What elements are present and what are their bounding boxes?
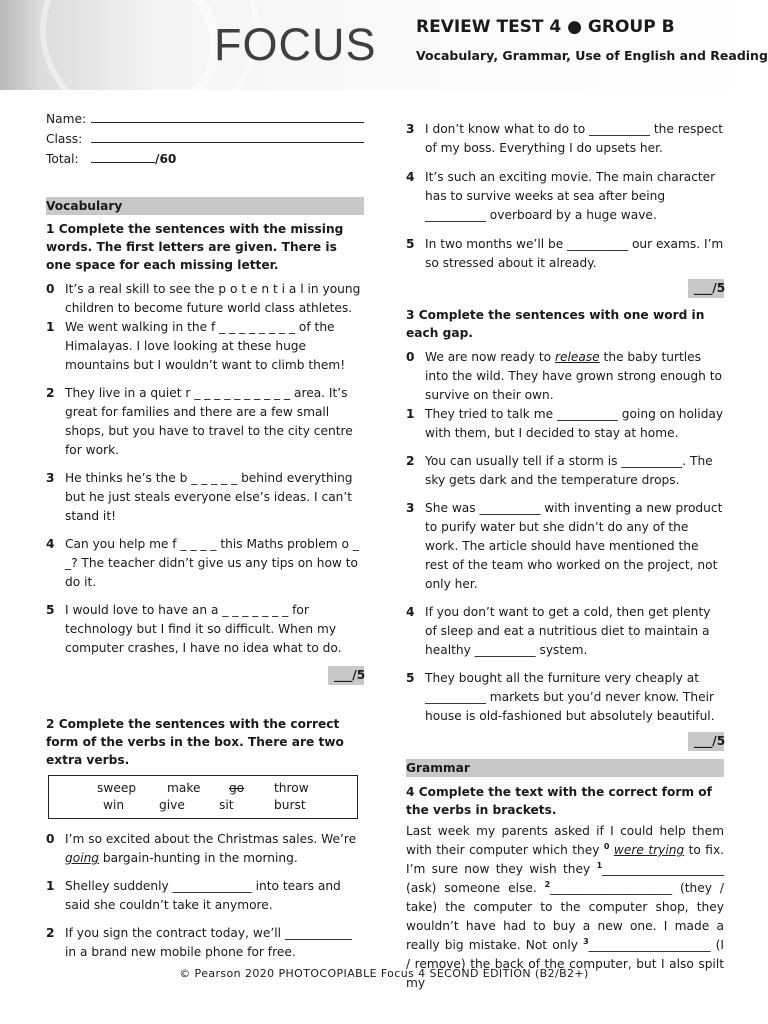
ex1-item-5: 5 I would love to have an a _ _ _ _ _ _ _ for technology but I find it so difficult. When my computer crashes, I have no idea what to do. xyxy=(46,603,342,655)
ex3-item-5: 5 They bought all the furniture very cheaply at __________ markets but you’d never know. Their house is old-fashioned but absolutely beautiful. xyxy=(406,671,715,723)
header-banner xyxy=(0,0,768,90)
ex3-item-0-text: We are now ready to release the baby turtles into the wild. They have grown strong enough to survive on their own. xyxy=(425,350,722,402)
ex2-item-3: 3 I don’t know what to do to __________ the respect of my boss. Everything I do upsets her. xyxy=(406,122,724,155)
class-field xyxy=(46,130,364,150)
left-column xyxy=(46,110,364,962)
ex2-score: ___/5 xyxy=(406,279,724,298)
ex3-item-0: 0 We are now ready to release the baby turtles into the wild. They have grown strong enough to survive on their own. xyxy=(406,348,724,405)
total-suffix: /60 xyxy=(155,152,177,166)
name-field xyxy=(46,110,364,130)
ex2-item-0-text: I’m so excited about the Christmas sales. We’re going bargain-hunting in the morning. xyxy=(65,832,357,865)
verb-word-box xyxy=(48,775,358,819)
box-word: give xyxy=(159,798,185,812)
focus-logo: FOCUS xyxy=(214,19,377,70)
ex2-item-0: 0 I’m so excited about the Christmas sales. We’re going bargain-hunting in the morning. xyxy=(46,830,364,868)
exercise-4-title: 4 Complete the text with the correct form of the verbs in brackets. xyxy=(406,785,712,817)
ex3-score: ___/5 xyxy=(406,732,724,751)
class-line[interactable] xyxy=(91,130,364,143)
ex1-item-3: 3 He thinks he’s the b _ _ _ _ _ behind everything but he just steals everyone else’s ideas. I can’t stand it! xyxy=(46,471,353,523)
total-line[interactable] xyxy=(91,150,155,163)
exercise-2-title: 2 Complete the sentences with the correct form of the verbs in the box. There are two extra verbs. xyxy=(46,717,344,767)
ex1-item-4: 4 Can you help me f _ _ _ _ this Maths problem o _ _? The teacher didn’t give us any tips on how to do it. xyxy=(46,537,359,589)
ex3-item-2: 2 You can usually tell if a storm is __________. The sky gets dark and the temperature drops. xyxy=(406,454,713,487)
ex3-item-4: 4 If you don’t want to get a cold, then get plenty of sleep and eat a nutritious diet to maintain a healthy __________ system. xyxy=(406,605,711,657)
test-subtitle: Vocabulary, Grammar, Use of English and Reading xyxy=(416,48,768,63)
ex2-item-1: 1 Shelley suddenly _____________ into tears and said she couldn’t take it anymore. xyxy=(46,879,341,912)
ex3-item-3: 3 She was __________ with inventing a new product to purify water but she didn’t do any of the work. The article should have mentioned the rest of the team who worked on the project, not only her. xyxy=(406,501,723,591)
box-word: make xyxy=(167,781,201,795)
name-line[interactable] xyxy=(91,110,364,123)
class-label: Class: xyxy=(46,132,83,146)
gap-3[interactable]: ____________________ xyxy=(588,938,711,952)
example-answer: were trying xyxy=(613,843,685,857)
box-word: throw xyxy=(274,781,309,795)
box-word: sit xyxy=(219,798,234,812)
ex1-item-2: 2 They live in a quiet r _ _ _ _ _ _ _ _ _ _ area. It’s great for families and there are a few small shops, but you have to travel to the city centre for work. xyxy=(46,386,353,457)
gap-2[interactable]: ____________________ xyxy=(550,881,673,895)
exercise-1-title: 1 Complete the sentences with the missing words. The first letters are given. There is one space for each missing letter. xyxy=(46,222,344,272)
box-word: win xyxy=(103,798,125,812)
example-answer: going xyxy=(65,851,100,865)
total-field xyxy=(46,150,364,170)
ex1-item-0: 0 It’s a real skill to see the p o t e n t i a l in young children to become future world class athletes. xyxy=(46,282,361,315)
box-word: sweep xyxy=(97,781,137,795)
example-answer: release xyxy=(554,350,600,364)
ex1-item-1: 1 We went walking in the f _ _ _ _ _ _ _ _ of the Himalayas. I love looking at these huge mountains but I wouldn’t want to climb them! xyxy=(46,320,346,372)
right-column xyxy=(406,120,724,993)
ex1-score: ___/5 xyxy=(46,666,364,685)
footer-copyright: © Pearson 2020 PHOTOCOPIABLE Focus 4 SECOND EDITION (B2/B2+) xyxy=(179,967,589,980)
name-label: Name: xyxy=(46,112,87,126)
test-title: REVIEW TEST 4 ● GROUP B xyxy=(416,17,675,37)
ex3-item-1: 1 They tried to talk me __________ going on holiday with them, but I decided to stay at home. xyxy=(406,407,724,440)
total-label: Total: xyxy=(46,152,79,166)
box-word: burst xyxy=(274,798,306,812)
ex2-item-4: 4 It’s such an exciting movie. The main character has to survive weeks at sea after being __________ overboard by a huge wave. xyxy=(406,170,716,222)
section-vocabulary: Vocabulary xyxy=(46,197,364,215)
ex2-item-5: 5 In two months we’ll be __________ our exams. I’m so stressed about it already. xyxy=(406,237,724,270)
gap-1[interactable]: ____________________ xyxy=(602,862,725,876)
ex4-text: Last week my parents asked if I could help them with their computer which they $^0$ were trying to fix. I’m sure now they wish they $^1$____________________ (ask) someone else. $^2$____________________ (they / take) the computer to the computer shop, they wouldn’t have had to buy a new one. I made a really big mistake. Not only $^3$____________________ (I / remove) the back of the computer, but I also spilt my xyxy=(406,824,725,990)
section-grammar: Grammar xyxy=(406,759,724,777)
box-word-crossed: go xyxy=(229,781,245,795)
ex2-item-2: 2 If you sign the contract today, we’ll ___________ in a brand new mobile phone for free. xyxy=(46,926,352,959)
exercise-3-title: 3 Complete the sentences with one word in each gap. xyxy=(406,308,705,340)
